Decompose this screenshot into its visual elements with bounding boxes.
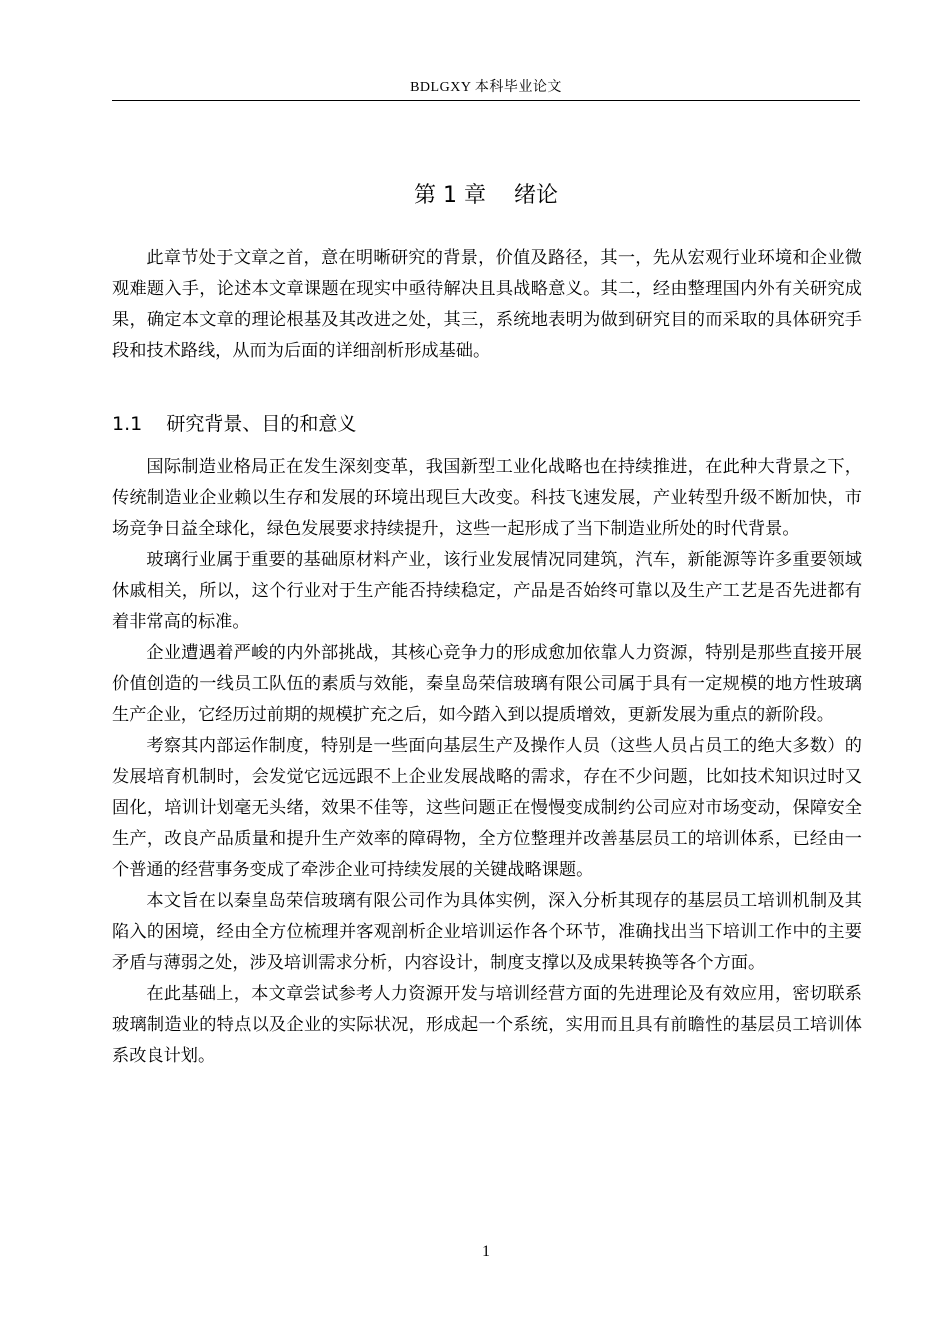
body-paragraph: 玻璃行业属于重要的基础原材料产业，该行业发展情况同建筑，汽车，新能源等许多重要领域休戚相关，所以，这个行业对于生产能否持续稳定，产品是否始终可靠以及生产工艺是否先进都有着非常高的标准。: [112, 550, 862, 632]
body-paragraph: 国际制造业格局正在发生深刻变革，我国新型工业化战略也在持续推进，在此种大背景之下，传统制造业企业赖以生存和发展的环境出现巨大改变。科技飞速发展，产业转型升级不断加快，市场竞争日益全球化，绿色发展要求持续提升，这些一起形成了当下制造业所处的时代背景。: [112, 457, 862, 539]
body-paragraph: 考察其内部运作制度，特别是一些面向基层生产及操作人员（这些人员占员工的绝大多数）的发展培育机制时，会发觉它远远跟不上企业发展战略的需求，存在不少问题，比如技术知识过时又固化，培训计划毫无头绪，效果不佳等，这些问题正在慢慢变成制约公司应对市场变动，保障安全生产，改良产品质量和提升生产效率的障碍物，全方位整理并改善基层员工的培训体系，已经由一个普通的经营事务变成了牵涉企业可持续发展的关键战略课题。: [112, 736, 862, 880]
body-paragraph: 在此基础上，本文章尝试参考人力资源开发与培训经营方面的先进理论及有效应用，密切联系玻璃制造业的特点以及企业的实际状况，形成起一个系统，实用而且具有前瞻性的基层员工培训体系改良计划。: [112, 984, 862, 1066]
section-body: [112, 452, 862, 1072]
header-rule: [112, 100, 860, 101]
body-paragraph: 企业遭遇着严峻的内外部挑战，其核心竞争力的形成愈加依靠人力资源，特别是那些直接开展价值创造的一线员工队伍的素质与效能，秦皇岛荣信玻璃有限公司属于具有一定规模的地方性玻璃生产企业，它经历过前期的规模扩充之后，如今踏入到以提质增效，更新发展为重点的新阶段。: [112, 643, 862, 725]
intro-paragraph: 此章节处于文章之首，意在明晰研究的背景，价值及路径，其一，先从宏观行业环境和企业微观难题入手，论述本文章课题在现实中亟待解决且具战略意义。其二，经由整理国内外有关研究成果，确定本文章的理论根基及其改进之处，其三，系统地表明为做到研究目的而采取的具体研究手段和技术路线，从而为后面的详细剖析形成基础。: [112, 248, 862, 361]
running-header: BDLGXY 本科毕业论文: [410, 80, 562, 95]
chapter-intro: [112, 243, 862, 367]
body-paragraph: 本文旨在以秦皇岛荣信玻璃有限公司作为具体实例，深入分析其现存的基层员工培训机制及其陷入的困境，经由全方位梳理并客观剖析企业培训运作各个环节，准确找出当下培训工作中的主要矛盾与薄弱之处，涉及培训需求分析，内容设计，制度支撑以及成果转换等各个方面。: [112, 891, 862, 973]
page-number: 1: [482, 1243, 490, 1260]
chapter-title: 第 1 章 绪论: [414, 183, 558, 208]
section-title: 1.1 研究背景、目的和意义: [112, 413, 357, 435]
